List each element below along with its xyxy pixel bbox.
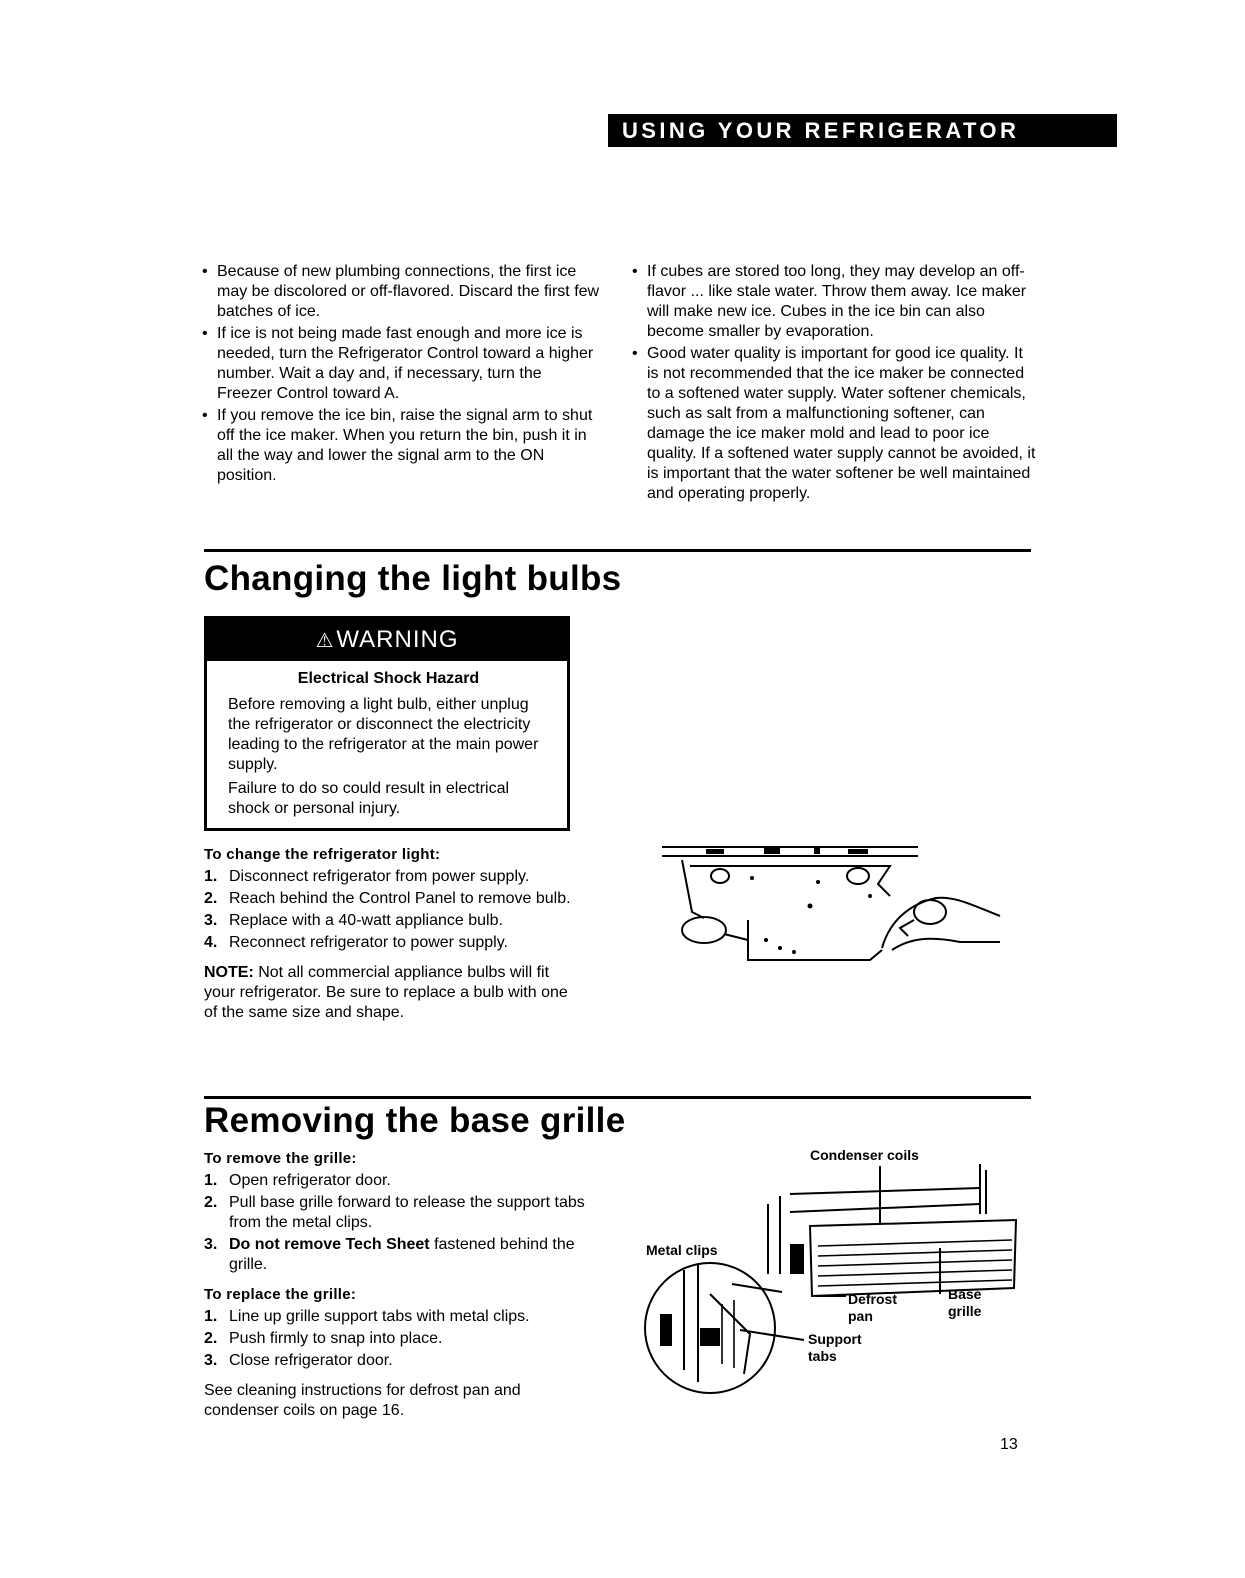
warning-text: Before removing a light bulb, either unplug the refrigerator or disconnect the electricity leading to the refrigerator at the main power supply.	[228, 696, 539, 773]
page-number: 13	[1000, 1436, 1018, 1453]
step-number: 2.	[204, 1330, 218, 1347]
light-bulbs-title: Changing the light bulbs	[204, 559, 622, 598]
warning-header	[207, 619, 567, 661]
replace-heading: To replace the grille:	[204, 1286, 357, 1303]
step-number: 3.	[204, 1352, 218, 1369]
list-item: • Because of new plumbing connections, the first ice may be discolored or off-flavored. Discard the first few batches of ice.	[202, 262, 600, 322]
step-text: Open refrigerator door.	[229, 1172, 391, 1189]
list-item	[204, 1193, 604, 1233]
list-item	[204, 1351, 604, 1371]
step-number: 2.	[204, 890, 218, 907]
step-number: 2.	[204, 1194, 218, 1211]
steps-heading: To change the refrigerator light:	[204, 846, 441, 863]
step-number: 3.	[204, 912, 218, 929]
list-item: • If you remove the ice bin, raise the signal arm to shut off the ice maker. When you return the bin, push it in all the way and lower the signal arm to the ON position.	[202, 406, 600, 486]
light-steps-list	[204, 867, 584, 953]
see-also: See cleaning instructions for defrost pan and condenser coils on page 16.	[204, 1382, 521, 1419]
warning-triangle-icon: ⚠	[315, 630, 335, 652]
base-grille-title: Removing the base grille	[204, 1101, 626, 1140]
label-defrost-pan: Defrost pan	[848, 1291, 898, 1324]
step-number: 4.	[204, 934, 218, 951]
light-steps	[204, 845, 584, 1023]
section-divider	[204, 1096, 1031, 1099]
step-emphasis: Do not remove Tech Sheet	[229, 1236, 430, 1253]
remove-heading: To remove the grille:	[204, 1150, 357, 1167]
step-text: Close refrigerator door.	[229, 1352, 393, 1369]
label-metal-clips: Metal clips	[646, 1242, 718, 1258]
step-text: Pull base grille forward to release the support tabs from the metal clips.	[229, 1194, 585, 1231]
warning-body	[207, 661, 567, 819]
section-divider	[204, 549, 1031, 552]
warning-label: WARNING	[336, 626, 459, 653]
list-item	[204, 933, 584, 953]
step-text: fastened behind the grille.	[229, 1236, 575, 1273]
list-item	[204, 911, 584, 931]
list-item	[204, 1307, 604, 1327]
step-number: 1.	[204, 1308, 218, 1325]
list-item: • Good water quality is important for good ice quality. It is not recommended that the ice maker be connected to a softened water supply. Water softener chemicals, such as salt from a malfunctioning softener, can damage the ice maker mold and lead to poor ice quality. If a softened water supply cannot be avoided, it is important that the water softener be well maintained and operating properly.	[632, 344, 1037, 504]
label-condenser-coils: Condenser coils	[810, 1147, 919, 1163]
remove-steps-list	[204, 1171, 604, 1275]
list-item	[204, 1171, 604, 1191]
step-text: Line up grille support tabs with metal clips.	[229, 1308, 530, 1325]
list-item: • If cubes are stored too long, they may develop an off-flavor ... like stale water. Throw them away. Ice maker will make new ice. Cubes in the ice bin can also become smaller by evaporation.	[632, 262, 1037, 342]
step-text: Push firmly to snap into place.	[229, 1330, 443, 1347]
hazard-title: Electrical Shock Hazard	[297, 670, 480, 687]
ice-tips-right	[632, 262, 1037, 506]
replace-steps-list	[204, 1307, 604, 1371]
warning-text: Failure to do so could result in electrical shock or personal injury.	[228, 780, 510, 817]
list-item	[204, 1235, 604, 1275]
list-item	[204, 889, 584, 909]
light-bulb-illustration	[660, 838, 1010, 968]
ice-tips-left	[202, 262, 600, 488]
step-number: 1.	[204, 1172, 218, 1189]
step-text: Replace with a 40-watt appliance bulb.	[229, 912, 503, 929]
step-number: 1.	[204, 868, 218, 885]
note-text: Not all commercial appliance bulbs will fit your refrigerator. Be sure to replace a bulb with one of the same size and shape.	[204, 964, 568, 1021]
list-item: • If ice is not being made fast enough and more ice is needed, turn the Refrigerator Control toward a higher number. Wait a day and, if necessary, turn the Freezer Control toward A.	[202, 324, 600, 404]
note-label: NOTE:	[204, 964, 254, 981]
grille-instructions	[204, 1149, 604, 1421]
label-support-tabs: Support tabs	[808, 1331, 862, 1364]
step-text: Reach behind the Control Panel to remove bulb.	[229, 890, 571, 907]
list-item	[204, 867, 584, 887]
list-item	[204, 1329, 604, 1349]
label-base-grille: Base grille	[948, 1286, 982, 1319]
step-number: 3.	[204, 1236, 218, 1253]
warning-box	[204, 616, 570, 831]
step-text: Disconnect refrigerator from power supply.	[229, 868, 530, 885]
note	[204, 963, 584, 1023]
step-text: Reconnect refrigerator to power supply.	[229, 934, 508, 951]
section-banner: USING YOUR REFRIGERATOR	[608, 114, 1117, 147]
